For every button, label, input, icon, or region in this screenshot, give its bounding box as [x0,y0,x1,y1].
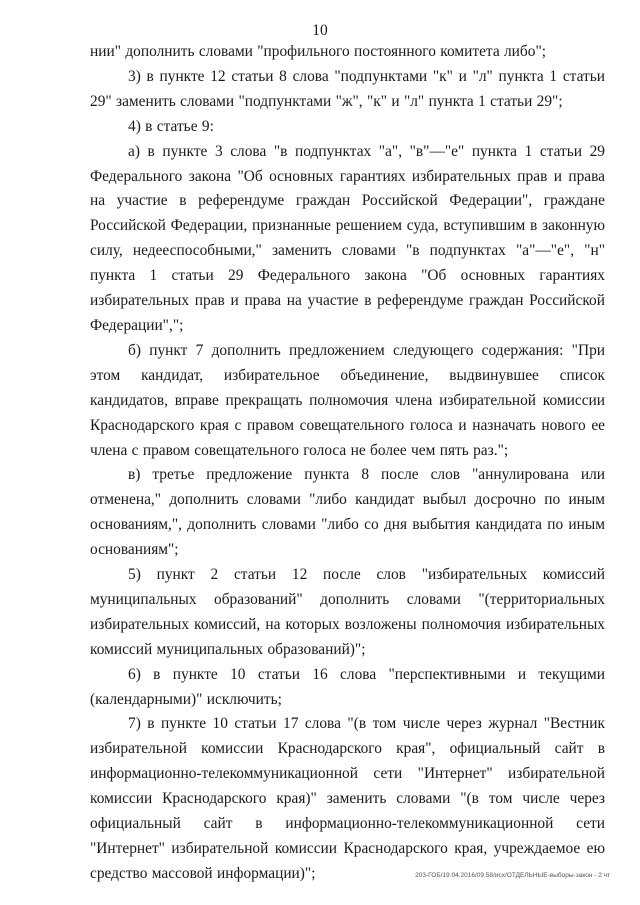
footer-file-reference: 203-ГОБ/19.04.2016/09.58/исх/ОТДЕЛЬНЫЕ-выборы-закон - 2 чт [415,872,610,879]
paragraph-item-6: 6) в пункте 10 статьи 16 слова "перспективными и текущими (календарными)" исключить; [90,665,605,708]
paragraph-item-4: 4) в статье 9: [128,117,214,135]
paragraph-item-7: 7) в пункте 10 статьи 17 слова "(в том числе через журнал "Вестник избирательной комиссии Краснодарского края", официальный сайт в информационно-телекоммуникационной сети "Интернет" избирательной комиссии Краснодарского края)" заменить словами "(в том числе через официальный сайт в информационно-телекоммуникационной сети "Интернет" избирательной комиссии Краснодарского края, учреждаемое ею средство массовой информации)"; [90,715,605,882]
paragraph-item-3: 3) в пункте 12 статьи 8 слова "подпунктами "к" и "л" пункта 1 статьи 29" заменить словами "подпунктами "ж", "к" и "л" пункта 1 статьи 29"; [90,67,605,110]
document-body [90,40,605,887]
paragraph-item-5: 5) пункт 2 статьи 12 после слов "избирательных комиссий муниципальных образований" дополнить словами "(территориальных избирательных комиссий, на которых возложены полномочия избирательных комиссий муниципальных образований)"; [90,566,605,658]
paragraph-item-4v: в) третье предложение пункта 8 после слов "аннулирована или отменена," дополнить словами "либо кандидат выбыл досрочно по иным основаниям,", дополнить словами "либо со дня выбытия кандидата по иным основаниям"; [90,466,605,559]
paragraph-item-4a: а) в пункте 3 слова "в подпунктах "а", "в"—"е" пункта 1 статьи 29 Федерального закона "Об основных гарантиях избирательных прав и права на участие в референдуме граждан Российской Федерации", граждане Российской Федерации, признанные решением суда, вступившим в законную силу, недееспособными," заменить словами "в подпунктах "а"—"е", "н" пункта 1 статьи 29 Федерального закона "Об основных гарантиях избирательных прав и права на участие в референдуме граждан Российской Федерации","; [90,142,605,334]
page-number: 10 [312,22,328,39]
paragraph-item-4b: б) пункт 7 дополнить предложением следующего содержания: "При этом кандидат, избирательное объединение, выдвинувшее список кандидатов, вправе прекращать полномочия члена избирательной комиссии Краснодарского края с правом совещательного голоса и назначать нового ее члена с правом совещательного голоса не более чем пять раз."; [90,341,605,459]
paragraph-continuation: нии" дополнить словами "профильного постоянного комитета либо"; [90,43,547,60]
